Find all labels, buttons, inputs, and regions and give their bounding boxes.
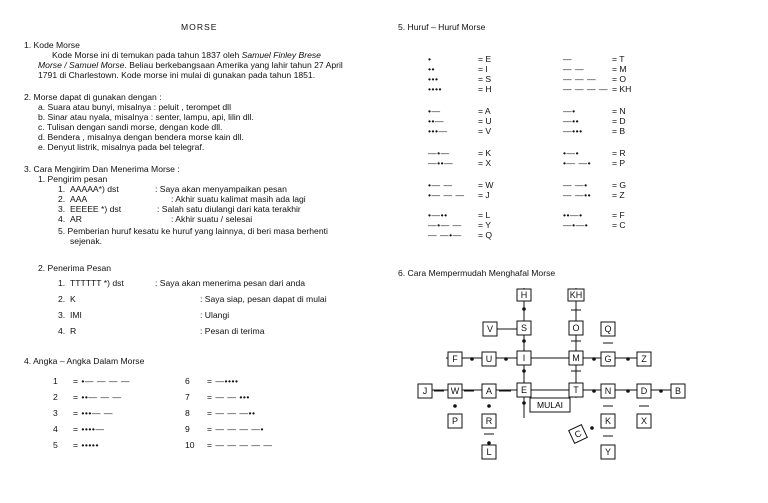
letter-value: = R	[612, 148, 626, 158]
letter-code: —•—•	[563, 220, 589, 230]
letter-code: — — —	[563, 74, 597, 84]
letter-value: = N	[612, 106, 626, 116]
letter-code: •—••	[428, 210, 448, 220]
letter-code: —••	[563, 116, 580, 126]
receiver-item-code: R	[70, 326, 77, 336]
number-digit: 3	[53, 408, 58, 418]
sender-item-number: 1.	[58, 184, 66, 194]
letter-value: = B	[612, 126, 626, 136]
receiver-item-number: 3.	[58, 310, 66, 320]
number-code: = •••••	[73, 440, 99, 450]
letter-code: —••—	[428, 158, 454, 168]
letter-value: = J	[478, 190, 490, 200]
sender-item-number: 2.	[58, 194, 66, 204]
number-digit: 7	[185, 392, 190, 402]
section2-item: e. Denyut listrik, misalnya pada bel telegraf.	[38, 142, 205, 152]
number-code: = •••— —	[73, 408, 114, 418]
svg-text:Z: Z	[641, 354, 647, 364]
sender-item-desc: : Salah satu diulangi dari kata terakhir	[157, 204, 301, 214]
svg-text:G: G	[604, 354, 612, 364]
letter-code: —•••	[563, 126, 583, 136]
receiver-item-code: TTTTTT *) dst	[70, 278, 124, 288]
letter-value: = G	[612, 180, 627, 190]
svg-text:K: K	[604, 416, 612, 426]
section1-line2: Morse / Samuel Morse. Beliau berkebangsaan Amerika yang lahir tahun 27 April	[38, 60, 343, 70]
svg-text:KH: KH	[569, 290, 583, 300]
number-digit: 4	[53, 424, 58, 434]
receiver-heading: 2. Penerima Pesan	[38, 263, 112, 273]
number-code: = ••••—	[73, 424, 105, 434]
sender-item5-line2: sejenak.	[70, 236, 103, 246]
number-code: = •— — — —	[73, 376, 130, 386]
svg-text:V: V	[486, 324, 494, 334]
svg-text:S: S	[520, 323, 528, 333]
letter-code: •—•	[563, 148, 580, 158]
letter-code: •••	[428, 74, 439, 84]
letter-code: •— —•	[563, 158, 592, 168]
letter-value: = F	[612, 210, 625, 220]
letter-code: —•	[563, 106, 576, 116]
receiver-item-number: 1.	[58, 278, 66, 288]
section2-item: a. Suara atau bunyi, misalnya : peluit , terompet dll	[38, 102, 231, 112]
sender-item-code: AR	[70, 214, 82, 224]
sender-item-number: 4.	[58, 214, 66, 224]
letter-value: = V	[478, 126, 492, 136]
svg-text:X: X	[640, 416, 648, 426]
letter-code: —•— —	[428, 220, 462, 230]
start-label: MULAI	[537, 400, 563, 410]
number-code: = — — — — —	[207, 440, 273, 450]
letter-value: = X	[478, 158, 492, 168]
section3-heading: 3. Cara Mengirim Dan Menerima Morse :	[24, 164, 180, 174]
letter-value: = Y	[478, 220, 491, 230]
section1-heading: 1. Kode Morse	[24, 40, 80, 50]
section2-item: c. Tulisan dengan sandi morse, dengan kode dll.	[38, 122, 223, 132]
svg-text:A: A	[485, 386, 493, 396]
letter-code: — —••	[563, 190, 592, 200]
svg-text:R: R	[485, 416, 493, 426]
svg-text:F: F	[452, 354, 458, 364]
letter-code: —•—	[428, 148, 450, 158]
svg-text:Y: Y	[604, 447, 612, 457]
letter-code: ••—•	[563, 210, 583, 220]
number-code: = ••— — —	[73, 392, 122, 402]
number-code: = — — — —•	[207, 424, 264, 434]
letter-code: •—	[428, 106, 441, 116]
section5-heading: 5. Huruf – Huruf Morse	[398, 22, 486, 32]
sender-item-desc: : Akhir suatu kalimat masih ada lagi	[171, 194, 306, 204]
letter-value: = W	[478, 180, 494, 190]
letter-code: —	[563, 54, 573, 64]
svg-text:I: I	[522, 353, 526, 363]
svg-text:B: B	[674, 386, 682, 396]
receiver-item-desc: : Saya akan menerima pesan dari anda	[155, 278, 306, 288]
letter-value: = KH	[612, 84, 632, 94]
number-digit: 1	[53, 376, 58, 386]
number-code: = — — •••	[207, 392, 250, 402]
letter-code: — —•	[563, 180, 588, 190]
section1-line1: Kode Morse ini di temukan pada tahun 1837 oleh Samuel Finley Brese	[52, 50, 321, 60]
receiver-item-desc: : Ulangi	[200, 310, 230, 320]
morse-memory-map	[410, 286, 690, 496]
letter-value: = M	[612, 64, 627, 74]
svg-text:Q: Q	[604, 324, 612, 334]
sender-item-desc: : Akhir suatu / selesai	[171, 214, 253, 224]
letter-code: — — — —	[563, 84, 609, 94]
letter-value: = L	[478, 210, 491, 220]
section6-heading: 6. Cara Mempermudah Menghafal Morse	[398, 268, 556, 278]
section2-item: b. Sinar atau nyala, misalnya : senter, lampu, api, lilin dll.	[38, 112, 254, 122]
number-code: = — — —••	[207, 408, 256, 418]
svg-text:O: O	[572, 323, 580, 333]
sender-item-desc: : Saya akan menyampaikan pesan	[155, 184, 287, 194]
number-digit: 5	[53, 440, 58, 450]
letter-code: •••—	[428, 126, 448, 136]
letter-code: — —	[563, 64, 585, 74]
letter-value: = Q	[478, 230, 493, 240]
section1-line3: 1791 di Charlestown. Kode morse ini mulai di gunakan pada tahun 1851.	[38, 70, 316, 80]
page-title: MORSE	[181, 22, 218, 32]
letter-value: = O	[612, 74, 627, 84]
sender-item-code: EEEEE *) dst	[70, 204, 122, 214]
letter-value: = I	[478, 64, 488, 74]
letter-value: = K	[478, 148, 492, 158]
receiver-item-code: IMI	[70, 310, 82, 320]
svg-text:U: U	[485, 354, 493, 364]
svg-text:T: T	[573, 385, 579, 395]
section2-item: d. Bendera , misalnya dengan bendera morse kain dll.	[38, 132, 244, 142]
sender-item-number: 3.	[58, 204, 66, 214]
letter-code: — —•—	[428, 230, 462, 240]
svg-text:H: H	[520, 290, 528, 300]
receiver-item-desc: : Saya siap, pesan dapat di mulai	[200, 294, 327, 304]
number-digit: 8	[185, 408, 190, 418]
letter-value: = T	[612, 54, 625, 64]
receiver-item-desc: : Pesan di terima	[200, 326, 265, 336]
svg-text:N: N	[604, 386, 612, 396]
letter-code: •	[428, 54, 432, 64]
letter-value: = P	[612, 158, 626, 168]
svg-text:W: W	[450, 386, 460, 396]
letter-value: = A	[478, 106, 491, 116]
letter-value: = S	[478, 74, 492, 84]
letter-value: = Z	[612, 190, 625, 200]
letter-code: •— — —	[428, 190, 465, 200]
letter-value: = H	[478, 84, 492, 94]
receiver-item-number: 2.	[58, 294, 66, 304]
letter-value: = U	[478, 116, 492, 126]
letter-value: = C	[612, 220, 626, 230]
number-code: = —••••	[207, 376, 239, 386]
svg-text:J: J	[422, 386, 428, 396]
sender-item-code: AAAAA*) dst	[70, 184, 119, 194]
receiver-item-number: 4.	[58, 326, 66, 336]
letter-value: = E	[478, 54, 492, 64]
section2-heading: 2. Morse dapat di gunakan dengan :	[24, 92, 162, 102]
sender-item5-line1: 5. Pemberian huruf kesatu ke huruf yang lainnya, di beri masa berhenti	[58, 226, 328, 236]
svg-text:D: D	[640, 386, 648, 396]
number-digit: 2	[53, 392, 58, 402]
letter-code: ••	[428, 64, 436, 74]
svg-text:P: P	[451, 416, 459, 426]
receiver-item-code: K	[70, 294, 76, 304]
letter-code: ••••	[428, 84, 443, 94]
letter-code: •— —	[428, 180, 453, 190]
number-digit: 10	[185, 440, 195, 450]
section4-heading: 4. Angka – Angka Dalam Morse	[24, 356, 145, 366]
svg-text:E: E	[520, 385, 528, 395]
letter-value: = D	[612, 116, 626, 126]
number-digit: 9	[185, 424, 190, 434]
svg-text:C: C	[572, 428, 584, 440]
sender-heading: 1. Pengirim pesan	[38, 174, 108, 184]
sender-item-code: AAA	[70, 194, 88, 204]
letter-code: ••—	[428, 116, 445, 126]
svg-text:M: M	[572, 353, 580, 363]
number-digit: 6	[185, 376, 190, 386]
svg-text:L: L	[486, 447, 492, 457]
